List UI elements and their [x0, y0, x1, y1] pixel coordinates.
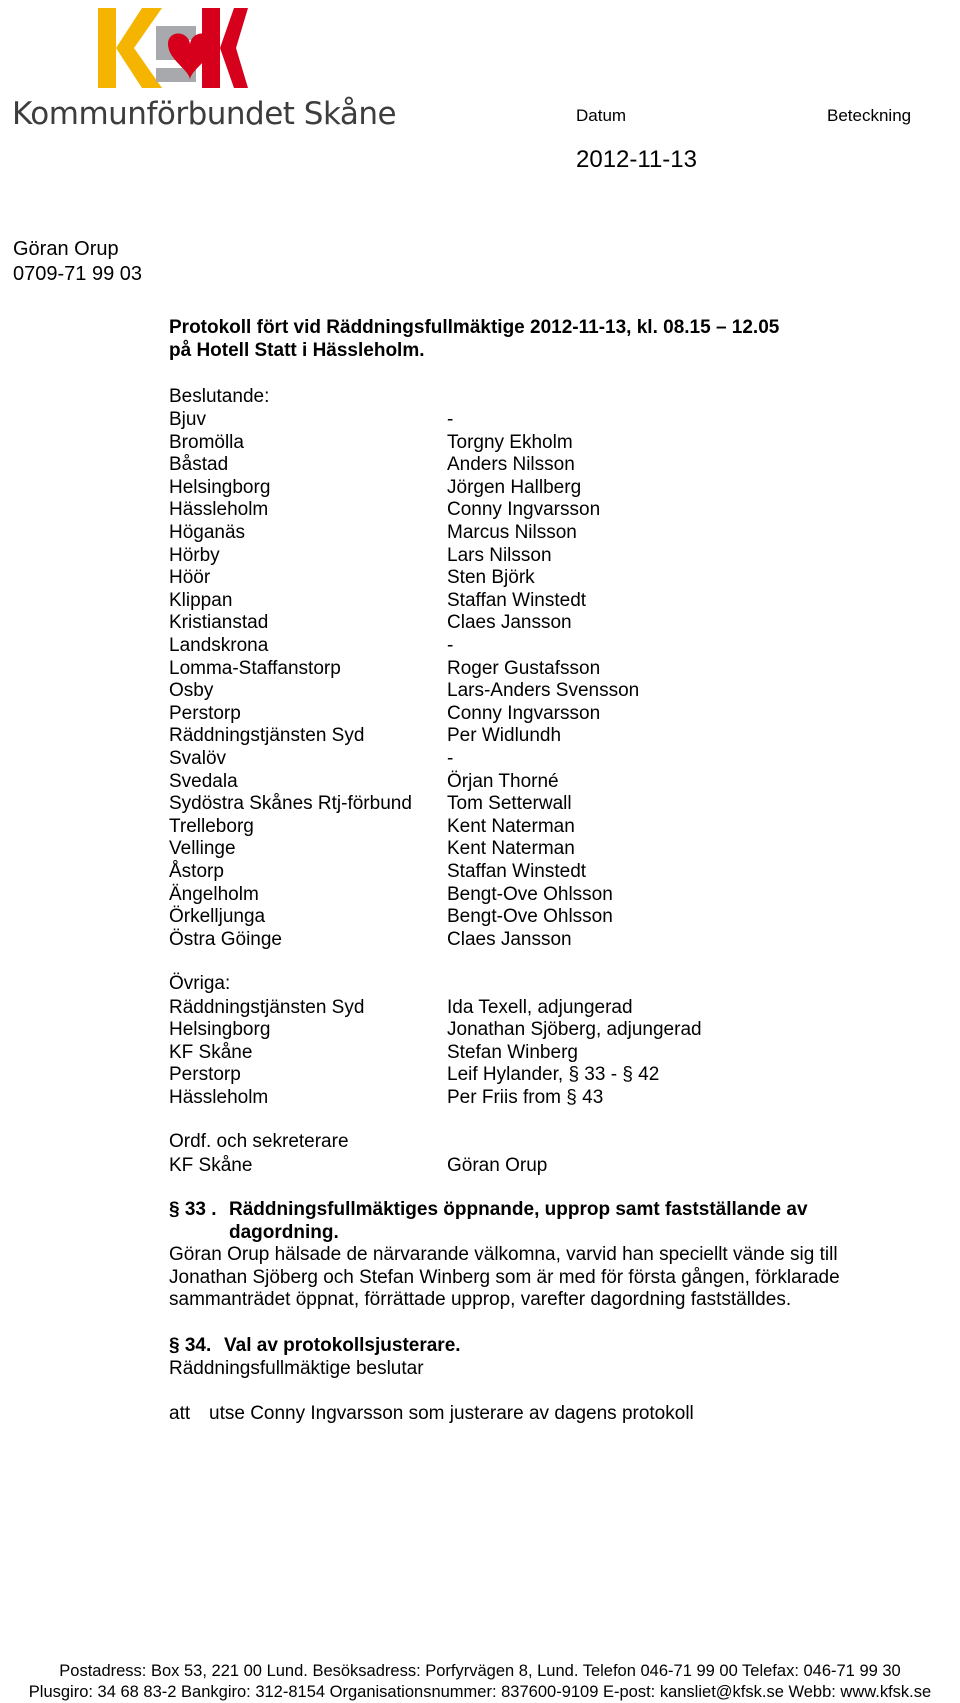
kommun-name: Helsingborg: [169, 477, 271, 498]
org-name: Kommunförbundet Skåne: [12, 96, 397, 132]
beslutande-row: [169, 431, 929, 454]
person-name: Bengt-Ove Ohlsson: [447, 906, 613, 927]
kommun-name: Örkelljunga: [169, 906, 266, 927]
protocol-title-line2: på Hotell Statt i Hässleholm.: [169, 340, 425, 361]
person-name: Kent Naterman: [447, 838, 575, 859]
person-name: Claes Jansson: [447, 929, 572, 950]
section-34-intro: Räddningsfullmäktige beslutar: [169, 1358, 424, 1379]
beslutande-row: [169, 657, 929, 680]
beslutande-row: [169, 837, 929, 860]
kommun-name: Klippan: [169, 590, 233, 611]
person-name: Kent Naterman: [447, 816, 575, 837]
kommun-name: Kristianstad: [169, 612, 269, 633]
kommun-name: Hässleholm: [169, 499, 269, 520]
ksk-logo-icon: [98, 6, 248, 90]
person-name: -: [447, 748, 454, 769]
beslutande-row: [169, 905, 929, 928]
person-name: Conny Ingvarsson: [447, 703, 601, 724]
document-date: 2012-11-13: [576, 146, 697, 173]
org-name: Hässleholm: [169, 1087, 269, 1108]
person-name: Claes Jansson: [447, 612, 572, 633]
beslutande-row: [169, 883, 929, 906]
person-name: Staffan Winstedt: [447, 590, 587, 611]
person-name: Staffan Winstedt: [447, 861, 587, 882]
kommun-name: Räddningstjänsten Syd: [169, 725, 365, 746]
kommun-name: Båstad: [169, 454, 229, 475]
beslutande-row: [169, 634, 929, 657]
person-name: Lars-Anders Svensson: [447, 680, 640, 701]
person-name: Leif Hylander, § 33 - § 42: [447, 1064, 660, 1085]
ovriga-row: [169, 1041, 929, 1064]
beslutande-row: [169, 702, 929, 725]
beslutande-row: [169, 544, 929, 567]
person-name: -: [447, 409, 454, 430]
kommun-name: Trelleborg: [169, 816, 254, 837]
kommun-name: Östra Göinge: [169, 929, 282, 950]
beslutande-row: [169, 928, 929, 951]
person-name: Torgny Ekholm: [447, 432, 573, 453]
beslutande-heading: Beslutande:: [169, 386, 270, 407]
beslutande-row: [169, 589, 929, 612]
beslutande-row: [169, 815, 929, 838]
kommun-name: Sydöstra Skånes Rtj-förbund: [169, 793, 412, 814]
beteckning-label: Beteckning: [827, 106, 912, 125]
datum-label: Datum: [576, 106, 627, 125]
section-33-title-line2: dagordning.: [229, 1222, 339, 1243]
ksk-logo: [98, 6, 248, 90]
kommun-name: Osby: [169, 680, 214, 701]
person-name: Stefan Winberg: [447, 1042, 578, 1063]
org-name: Perstorp: [169, 1064, 241, 1085]
ovriga-heading: Övriga:: [169, 973, 231, 994]
section-34-att: att: [169, 1403, 191, 1424]
org-name: Helsingborg: [169, 1019, 271, 1040]
kommun-name: Åstorp: [169, 861, 224, 882]
person-name: Marcus Nilsson: [447, 522, 577, 543]
protocol-title-line1: Protokoll fört vid Räddningsfullmäktige 2012-11-13, kl. 08.15 – 12.05: [169, 317, 780, 338]
ovriga-row: [169, 1063, 929, 1086]
section-34-title: Val av protokollsjusterare.: [224, 1335, 461, 1356]
person-name: Göran Orup: [447, 1155, 548, 1176]
footer-address: Postadress: Box 53, 221 00 Lund. Besöksadress: Porfyrvägen 8, Lund. Telefon 046-71 99 00 Telefax: 046-71 99 30: [59, 1662, 901, 1680]
kommun-name: Svedala: [169, 771, 238, 792]
section-33-body-line2: Jonathan Sjöberg och Stefan Winberg som är med för första gången, förklarade: [169, 1267, 840, 1288]
kommun-name: Höör: [169, 567, 211, 588]
kommun-name: Bromölla: [169, 432, 244, 453]
person-name: Tom Setterwall: [447, 793, 572, 814]
section-33-title-line1: Räddningsfullmäktiges öppnande, upprop samt fastställande av: [229, 1199, 808, 1220]
ordf-row: [169, 1154, 929, 1177]
beslutande-row: [169, 408, 929, 431]
beslutande-row: [169, 476, 929, 499]
beslutande-row: [169, 724, 929, 747]
person-name: Conny Ingvarsson: [447, 499, 601, 520]
section-34-number: § 34.: [169, 1335, 212, 1356]
person-name: Roger Gustafsson: [447, 658, 601, 679]
contact-phone: 0709-71 99 03: [13, 263, 143, 285]
ovriga-row: [169, 996, 929, 1019]
person-name: Per Friis from § 43: [447, 1087, 604, 1108]
beslutande-row: [169, 770, 929, 793]
beslutande-row: [169, 453, 929, 476]
kommun-name: Hörby: [169, 545, 220, 566]
ordf-heading: Ordf. och sekreterare: [169, 1131, 349, 1152]
person-name: Lars Nilsson: [447, 545, 552, 566]
contact-name: Göran Orup: [13, 238, 119, 260]
person-name: Sten Björk: [447, 567, 535, 588]
section-33-body-line1: Göran Orup hälsade de närvarande välkomna, varvid han speciellt vände sig till: [169, 1244, 838, 1265]
person-name: -: [447, 635, 454, 656]
section-33-body-line3: sammanträdet öppnat, förrättade upprop, varefter dagordning fastställdes.: [169, 1289, 792, 1310]
kommun-name: Perstorp: [169, 703, 241, 724]
kommun-name: Lomma-Staffanstorp: [169, 658, 341, 679]
section-34-decision: utse Conny Ingvarsson som justerare av dagens protokoll: [209, 1403, 694, 1424]
footer-contact: Plusgiro: 34 68 83-2 Bankgiro: 312-8154 Organisationsnummer: 837600-9109 E-post: kansliet@kfsk.se Webb: www.kfsk.se: [28, 1683, 932, 1701]
org-name: KF Skåne: [169, 1042, 253, 1063]
ovriga-row: [169, 1086, 929, 1109]
org-name: Räddningstjänsten Syd: [169, 997, 365, 1018]
kommun-name: Höganäs: [169, 522, 246, 543]
kommun-name: Svalöv: [169, 748, 227, 769]
beslutande-row: [169, 679, 929, 702]
beslutande-row: [169, 566, 929, 589]
section-33-number: § 33 .: [169, 1199, 217, 1220]
person-name: Örjan Thorné: [447, 771, 559, 792]
kommun-name: Bjuv: [169, 409, 206, 430]
person-name: Bengt-Ove Ohlsson: [447, 884, 613, 905]
beslutande-row: [169, 498, 929, 521]
beslutande-row: [169, 521, 929, 544]
person-name: Jonathan Sjöberg, adjungerad: [447, 1019, 702, 1040]
person-name: Per Widlundh: [447, 725, 562, 746]
beslutande-row: [169, 860, 929, 883]
beslutande-row: [169, 611, 929, 634]
org-name: KF Skåne: [169, 1155, 253, 1176]
kommun-name: Ängelholm: [169, 884, 259, 905]
ovriga-row: [169, 1018, 929, 1041]
person-name: Jörgen Hallberg: [447, 477, 582, 498]
beslutande-row: [169, 792, 929, 815]
person-name: Ida Texell, adjungerad: [447, 997, 633, 1018]
beslutande-row: [169, 747, 929, 770]
person-name: Anders Nilsson: [447, 454, 575, 475]
kommun-name: Vellinge: [169, 838, 236, 859]
kommun-name: Landskrona: [169, 635, 269, 656]
